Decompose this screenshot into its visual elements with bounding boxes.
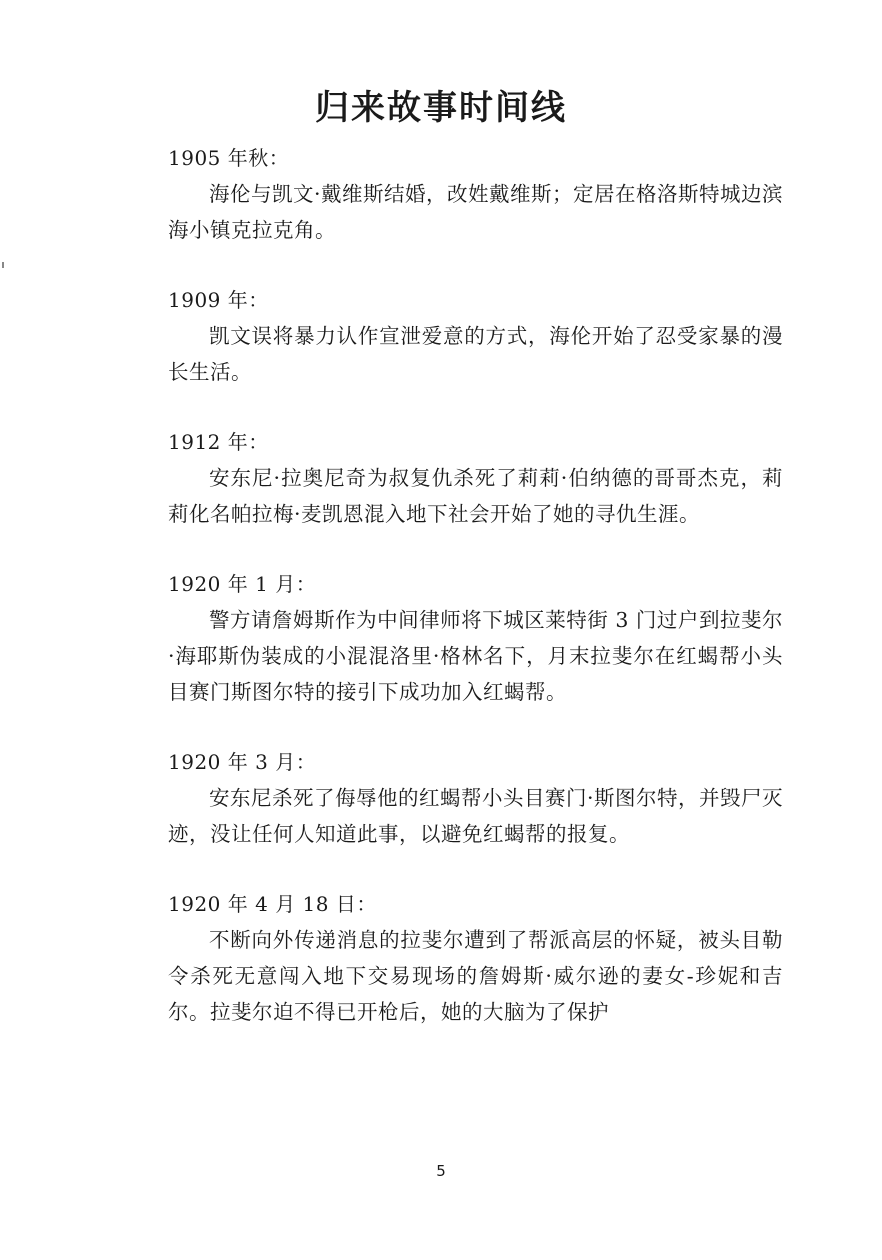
timeline-entry (168, 424, 783, 532)
timeline-entry (168, 744, 783, 852)
entry-date: 1912 年： (168, 430, 269, 454)
entry-date: 1905 年秋： (168, 146, 290, 170)
page-title: 归来故事时间线 (315, 88, 567, 128)
timeline-entry (168, 566, 783, 710)
entry-text: 安东尼杀死了侮辱他的红蝎帮小头目赛门·斯图尔特，并毁尸灭迹，没让任何人知道此事，以避免红蝎帮的报复。 (168, 786, 784, 846)
timeline-entry (168, 886, 783, 1030)
entry-date: 1920 年 4 月 18 日： (168, 892, 377, 916)
timeline-content (168, 140, 783, 1064)
entry-text: 不断向外传递消息的拉斐尔遭到了帮派高层的怀疑，被头目勒令杀死无意闯入地下交易现场的詹姆斯·威尔逊的妻女-珍妮和吉尔。拉斐尔迫不得已开枪后，她的大脑为了保护 (168, 928, 783, 1024)
entry-text: 凯文误将暴力认作宣泄爱意的方式，海伦开始了忍受家暴的漫长生活。 (168, 324, 783, 384)
timeline-entry (168, 140, 783, 248)
entry-text: 海伦与凯文·戴维斯结婚，改姓戴维斯；定居在格洛斯特城边滨海小镇克拉克角。 (168, 182, 784, 242)
entry-date: 1920 年 3 月： (168, 750, 317, 774)
entry-date: 1909 年： (168, 288, 269, 312)
scan-margin-mark (2, 262, 4, 268)
page-number: 5 (436, 1162, 446, 1180)
timeline-entry (168, 282, 783, 390)
entry-date: 1920 年 1 月： (168, 572, 317, 596)
entry-text: 警方请詹姆斯作为中间律师将下城区莱特街 3 门过户到拉斐尔·海耶斯伪装成的小混混洛里·格林名下，月末拉斐尔在红蝎帮小头目赛门斯图尔特的接引下成功加入红蝎帮。 (168, 608, 783, 704)
entry-text: 安东尼·拉奥尼奇为叔复仇杀死了莉莉·伯纳德的哥哥杰克，莉莉化名帕拉梅·麦凯恩混入地下社会开始了她的寻仇生涯。 (168, 466, 783, 526)
